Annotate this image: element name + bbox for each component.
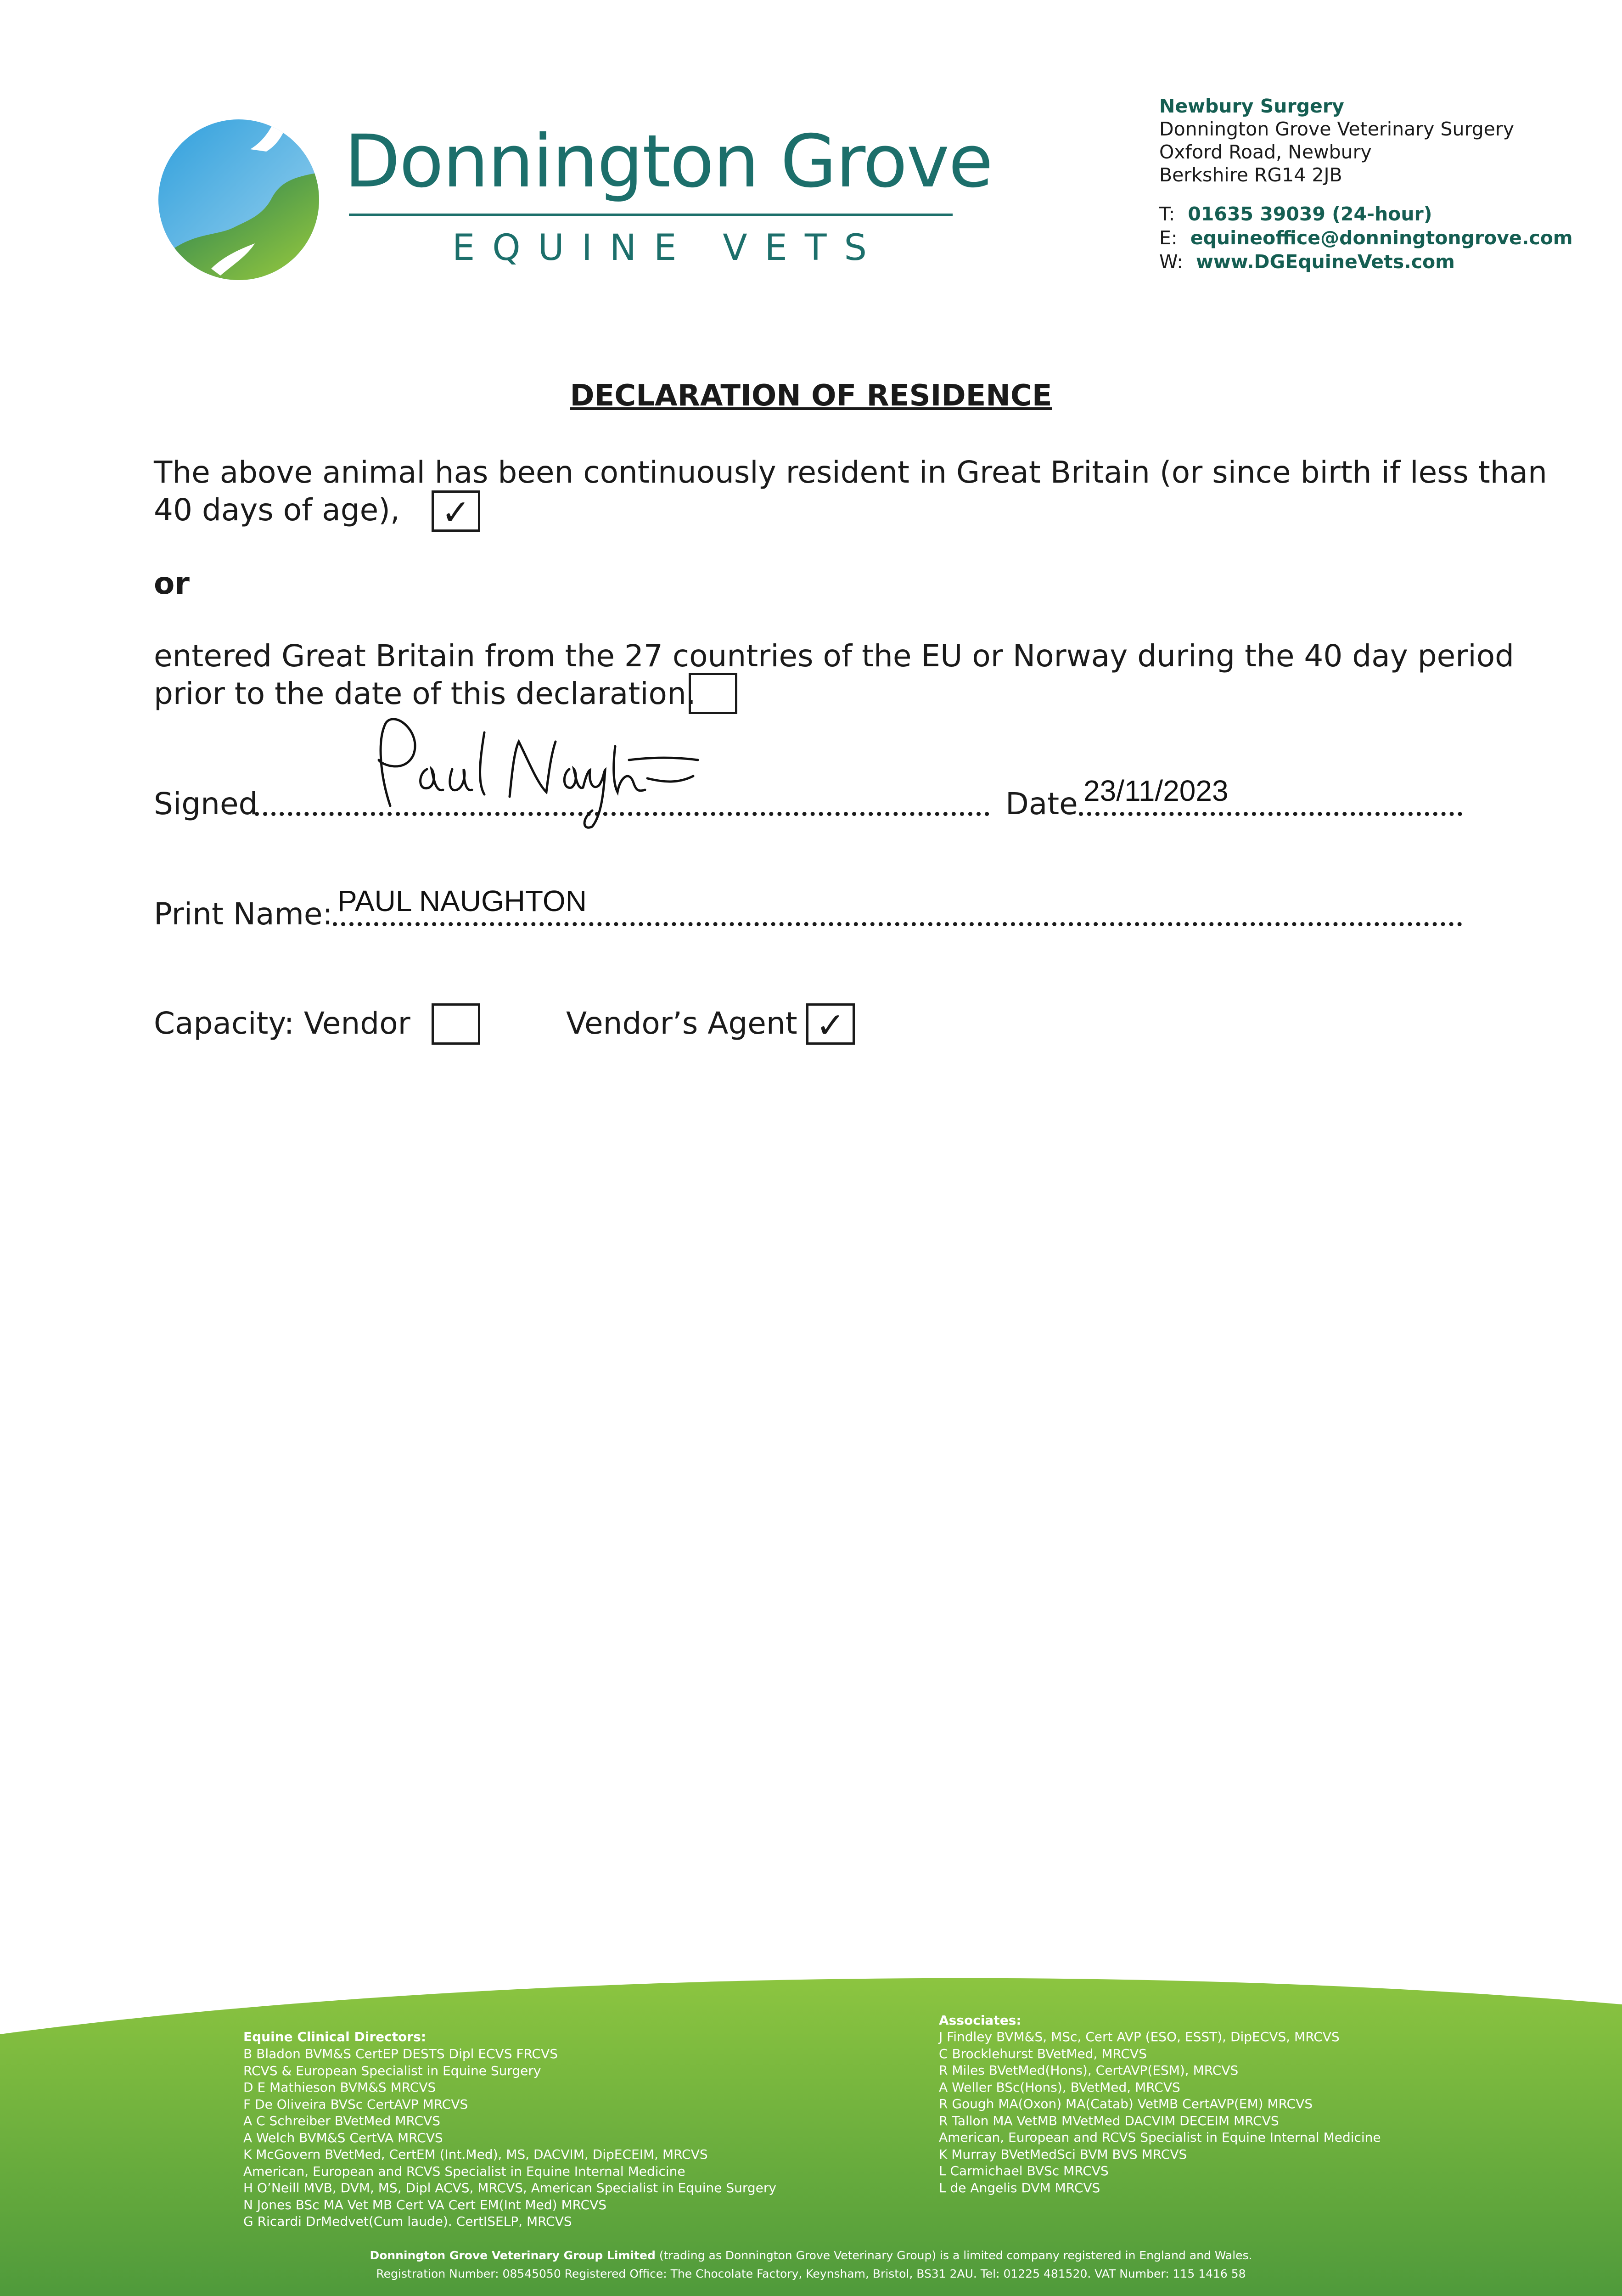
director-entry: RCVS & European Specialist in Equine Surgery	[243, 2063, 541, 2078]
address-line-2: Oxford Road, Newbury	[1159, 141, 1372, 163]
legal-line-2: Registration Number: 08545050 Registered Office: The Chocolate Factory, Keynsham, Bristol, BS31 2AU. Tel: 01225 481520. VAT Number: 115 1416 58	[376, 2267, 1246, 2280]
legal-line-1	[0, 2249, 1622, 2262]
email-label: E:	[1159, 227, 1178, 249]
associate-entry: R Gough MA(Oxon) MA(Catab) VetMB CertAVP(EM) MRCVS	[939, 2096, 1313, 2111]
associate-entry: C Brocklehurst BVetMed, MRCVS	[939, 2046, 1147, 2061]
web-label: W:	[1159, 251, 1183, 273]
brand-subtitle: EQUINE VETS	[452, 227, 884, 269]
director-entry: A C Schreiber BVetMed MRCVS	[243, 2113, 441, 2128]
vendor-checkbox[interactable]	[432, 1003, 480, 1045]
director-entry: N Jones BSc MA Vet MB Cert VA Cert EM(Int Med) MRCVS	[243, 2197, 607, 2212]
director-entry: H O’Neill MVB, DVM, MS, Dipl ACVS, MRCVS, American Specialist in Equine Surgery	[243, 2180, 776, 2195]
associate-entry: A Weller BSc(Hons), BVetMed, MRCVS	[939, 2079, 1180, 2095]
associate-entry: American, European and RCVS Specialist in Equine Internal Medicine	[939, 2130, 1381, 2145]
option-1-text-line-2: 40 days of age),	[154, 492, 400, 528]
capacity-vendor-label: Capacity: Vendor	[154, 1006, 410, 1041]
contact-web	[1159, 251, 1455, 273]
date-value[interactable]: 23/11/2023	[1083, 774, 1229, 807]
director-entry: B Bladon BVM&S CertEP DESTS Dipl ECVS FRCVS	[243, 2046, 558, 2061]
document-title: DECLARATION OF RESIDENCE	[570, 379, 1052, 413]
brand-divider	[349, 214, 953, 216]
phone-label: T:	[1159, 203, 1175, 225]
logo-mark-icon	[156, 117, 321, 282]
associate-entry: L de Angelis DVM MRCVS	[939, 2180, 1100, 2195]
email-link[interactable]: equineoffice@donningtongrove.com	[1190, 227, 1573, 249]
address-line-1: Donnington Grove Veterinary Surgery	[1159, 118, 1514, 140]
print-name-line	[333, 922, 1462, 926]
address-line-3: Berkshire RG14 2JB	[1159, 164, 1342, 186]
associate-entry: R Miles BVetMed(Hons), CertAVP(ESM), MRCVS	[939, 2063, 1239, 2078]
contact-email	[1159, 227, 1573, 249]
associate-entry: J Findley BVM&S, MSc, Cert AVP (ESO, ESST), DipECVS, MRCVS	[939, 2029, 1340, 2044]
associate-entry: R Tallon MA VetMB MVetMed DACVIM DECEIM MRCVS	[939, 2113, 1279, 2128]
web-link[interactable]: www.DGEquineVets.com	[1195, 251, 1455, 273]
option-2-text-line-2: prior to the date of this declaration.	[154, 676, 696, 711]
date-label: Date	[1005, 786, 1078, 822]
director-entry: K McGovern BVetMed, CertEM (Int.Med), MS, DACVIM, DipECEIM, MRCVS	[243, 2147, 708, 2162]
director-entry: American, European and RCVS Specialist in Equine Internal Medicine	[243, 2163, 685, 2179]
legal-company-name: Donnington Grove Veterinary Group Limited	[370, 2249, 656, 2262]
associates-title: Associates:	[939, 2013, 1021, 2028]
vendors-agent-label: Vendor’s Agent	[566, 1006, 797, 1041]
print-name-value[interactable]: PAUL NAUGHTON	[337, 884, 587, 917]
signed-label: Signed	[154, 786, 258, 822]
director-entry: D E Mathieson BVM&S MRCVS	[243, 2080, 436, 2095]
or-separator: or	[154, 566, 190, 601]
option-1-checkbox[interactable]: ✓	[432, 490, 480, 532]
legal-company-info: (trading as Donnington Grove Veterinary Group) is a limited company registered in England and Wales.	[659, 2249, 1252, 2262]
directors-title: Equine Clinical Directors:	[243, 2029, 427, 2044]
date-line	[1079, 812, 1462, 816]
associate-entry: K Murray BVetMedSci BVM BVS MRCVS	[939, 2146, 1187, 2162]
director-entry: A Welch BVM&S CertVA MRCVS	[243, 2130, 443, 2145]
associates-list	[939, 2029, 1381, 2196]
phone-value[interactable]: 01635 39039 (24-hour)	[1188, 203, 1432, 225]
option-2-checkbox[interactable]	[689, 673, 737, 714]
address-title: Newbury Surgery	[1159, 95, 1344, 117]
option-1-text-line-1: The above animal has been continuously resident in Great Britain (or since birth if less than	[154, 455, 1547, 490]
brand-name: Donnington Grove	[344, 119, 993, 204]
signature-image	[354, 714, 702, 833]
associate-entry: L Carmichael BVSc MRCVS	[939, 2163, 1109, 2178]
directors-list	[243, 2046, 776, 2230]
option-2-text-line-1: entered Great Britain from the 27 countries of the EU or Norway during the 40 day period	[154, 638, 1515, 674]
print-name-label: Print Name:	[154, 896, 333, 932]
vendors-agent-checkbox[interactable]: ✓	[806, 1003, 855, 1045]
contact-phone	[1159, 203, 1432, 225]
director-entry: F De Oliveira BVSc CertAVP MRCVS	[243, 2096, 468, 2112]
director-entry: G Ricardi DrMedvet(Cum laude). CertISELP, MRCVS	[243, 2214, 572, 2229]
